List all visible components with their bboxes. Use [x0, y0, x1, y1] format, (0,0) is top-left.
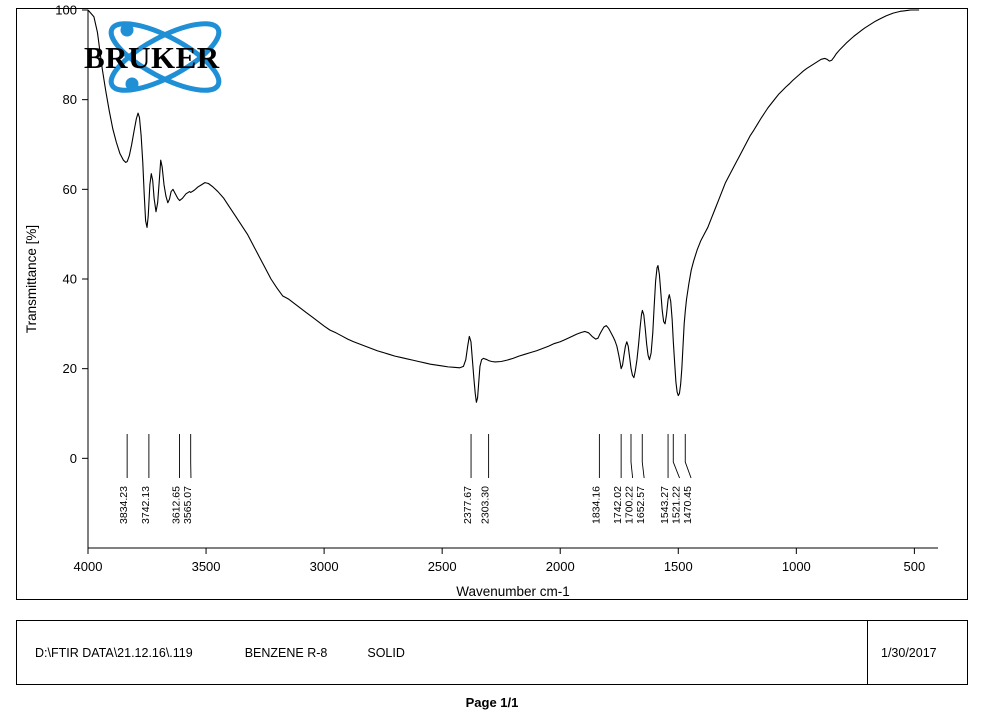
bruker-wordmark: BRUKER	[84, 40, 220, 75]
y-tick-label: 40	[62, 271, 77, 287]
peak-label: 3742.13	[139, 486, 152, 524]
y-tick-label: 0	[69, 450, 77, 466]
peak-label: 2377.67	[462, 485, 475, 524]
peak-label: 1652.57	[635, 485, 648, 524]
peak-label: 3834.23	[118, 485, 131, 524]
sample-state: SOLID	[367, 645, 405, 660]
footer-sample-info	[17, 621, 867, 684]
x-tick-label: 1000	[781, 559, 811, 574]
y-tick-label: 80	[62, 92, 77, 108]
x-tick-label: 2500	[427, 559, 457, 574]
peak-label: 2303.30	[479, 486, 492, 524]
sample-name: BENZENE R-8	[244, 645, 328, 660]
page-number: Page 1/1	[465, 695, 519, 710]
file-path: D:\FTIR DATA\21.12.16\.119	[35, 645, 193, 660]
y-tick-label: 20	[62, 361, 77, 377]
peak-label: 1470.45	[682, 485, 695, 524]
bruker-logo-svg	[82, 12, 252, 102]
peak-label: 3565.07	[181, 486, 194, 524]
bruker-logo	[82, 12, 252, 102]
peak-label: 1521.22	[670, 485, 683, 524]
peak-label: 1543.27	[659, 485, 672, 524]
info-footer	[16, 620, 968, 685]
peak-annotations	[118, 434, 694, 524]
x-tick-label: 3500	[191, 559, 221, 574]
x-tick-label: 500	[903, 559, 926, 574]
peak-label: 3612.65	[170, 486, 183, 524]
x-tick-label: 1500	[663, 559, 693, 574]
y-tick-label: 100	[55, 2, 77, 18]
footer-date: 1/30/2017	[867, 621, 967, 684]
peak-label: 1834.16	[590, 486, 603, 524]
x-tick-label: 4000	[73, 559, 103, 574]
x-tick-label: 3000	[309, 559, 339, 574]
x-axis-title: Wavenumber cm-1	[456, 584, 570, 599]
y-tick-label: 60	[62, 181, 77, 197]
peak-label: 1700.22	[623, 485, 636, 524]
y-axis-title: Transmittance [%]	[24, 224, 39, 334]
x-tick-label: 2000	[545, 559, 575, 574]
peak-label: 1742.02	[612, 485, 625, 524]
